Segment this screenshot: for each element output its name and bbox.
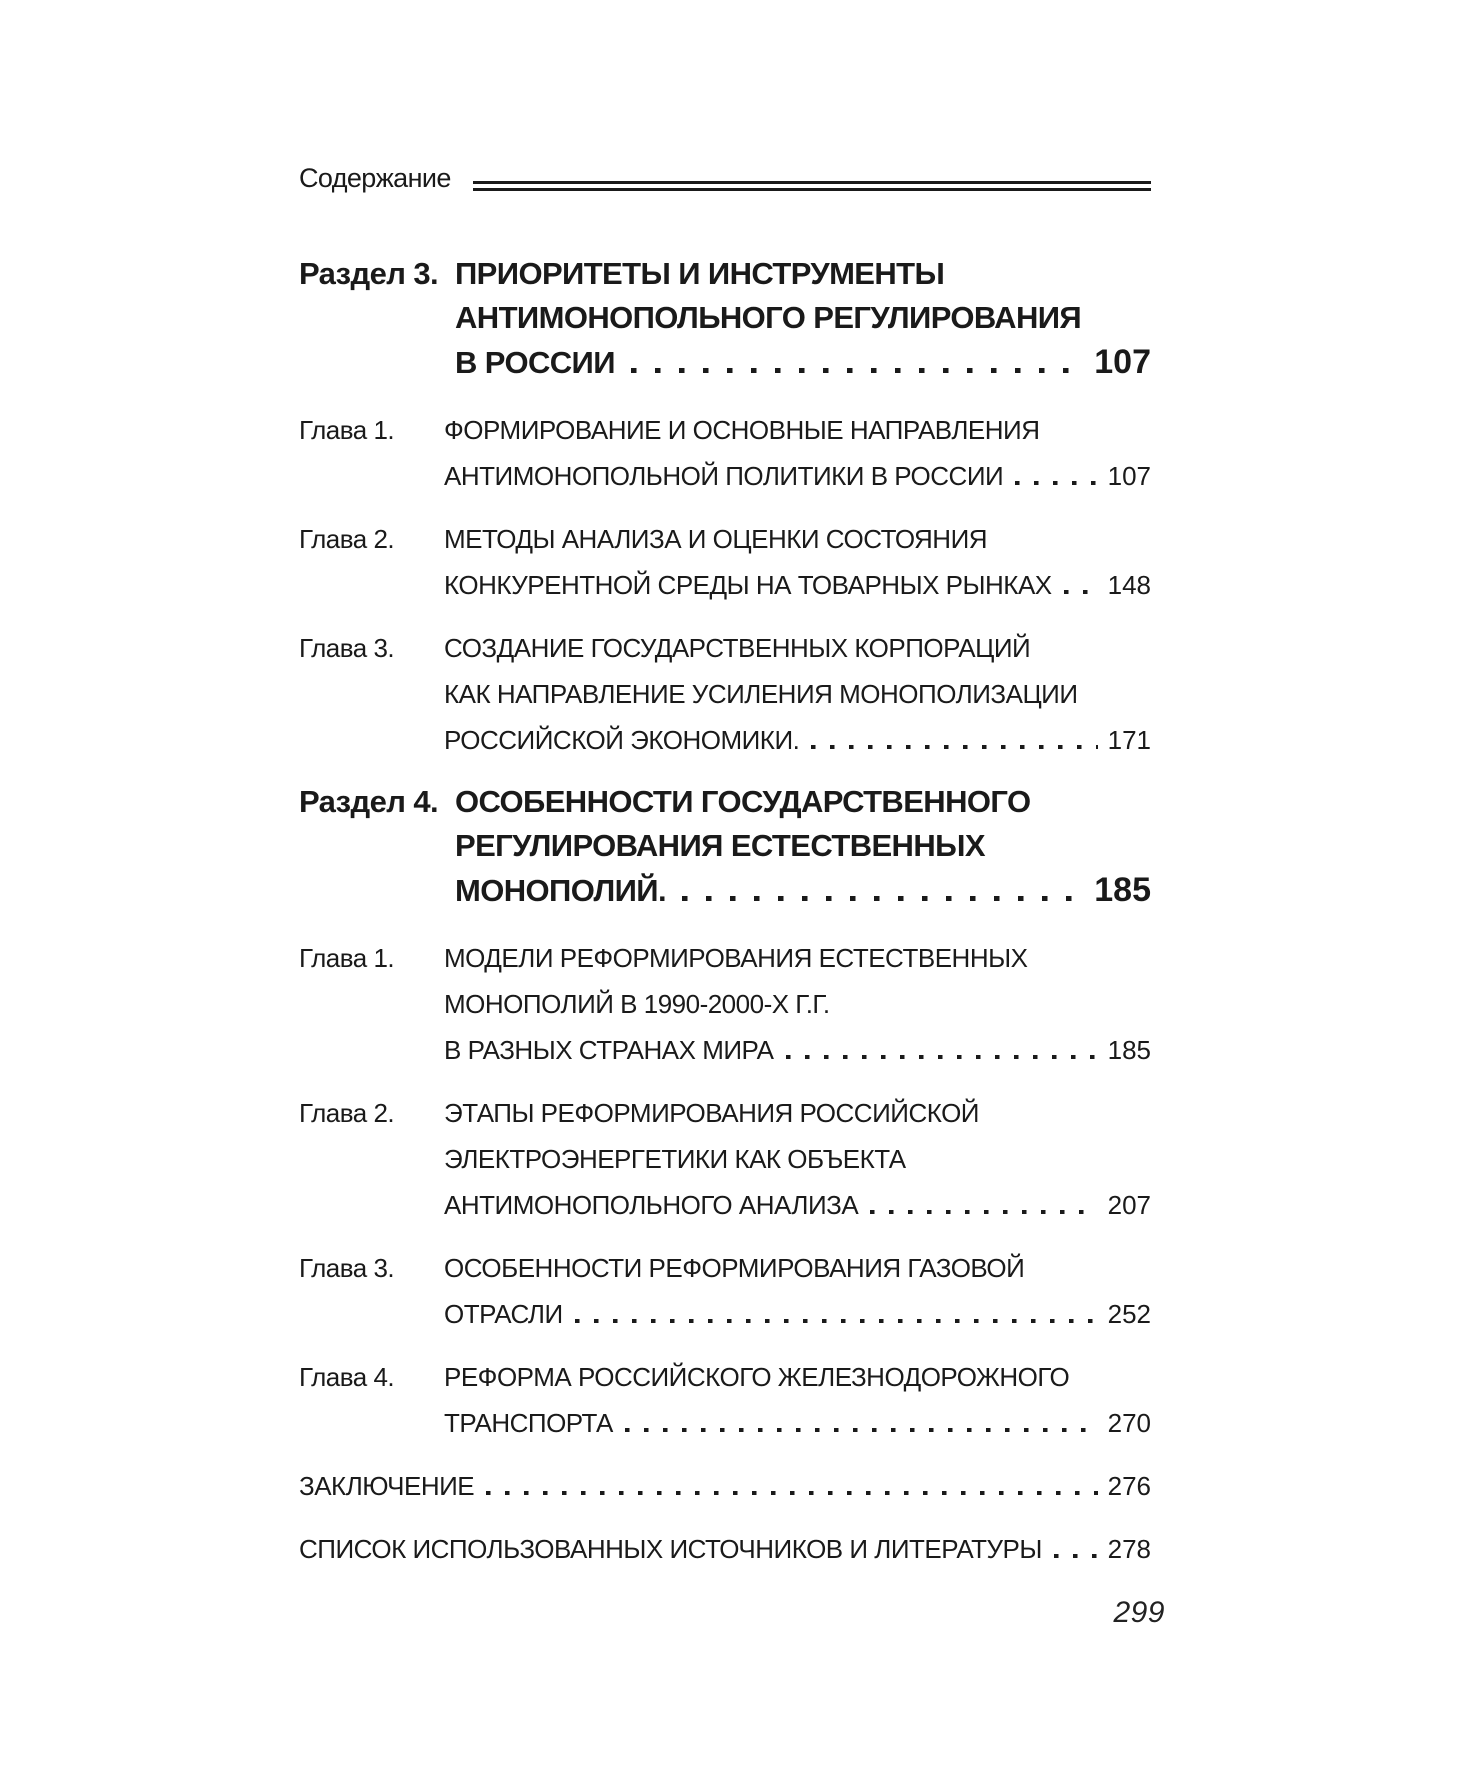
toc-entry-title-line bbox=[455, 252, 1151, 296]
toc-entry-page-number: 185 bbox=[1107, 1035, 1151, 1065]
toc-entry bbox=[299, 407, 1151, 499]
toc-entry-title-line bbox=[444, 1400, 1151, 1446]
toc-entry bbox=[299, 1245, 1151, 1337]
toc-entry-title-line bbox=[444, 516, 1151, 562]
toc-entry-text: СПИСОК ИСПОЛЬЗОВАННЫХ ИСТОЧНИКОВ И ЛИТЕРАТУРЫ bbox=[299, 1534, 1042, 1564]
toc-entry-text: В РАЗНЫХ СТРАНАХ МИРА bbox=[444, 1035, 774, 1065]
toc-entry-page-number: 207 bbox=[1107, 1190, 1151, 1220]
toc-entry-text: ОСОБЕННОСТИ ГОСУДАРСТВЕННОГО bbox=[455, 784, 1031, 819]
toc-entry-text: МОНОПОЛИЙ. bbox=[455, 873, 666, 908]
toc-entry-text: РЕФОРМА РОССИЙСКОГО ЖЕЛЕЗНОДОРОЖНОГО bbox=[444, 1362, 1070, 1392]
toc-entry-title bbox=[455, 252, 1151, 385]
toc-entry-text: ОТРАСЛИ bbox=[444, 1299, 563, 1329]
toc-entry-page-number: 276 bbox=[1107, 1471, 1151, 1501]
toc-entry-text: В РОССИИ bbox=[455, 345, 615, 380]
toc-entry-title-line bbox=[444, 1245, 1151, 1291]
toc-entry-title bbox=[299, 1526, 1151, 1572]
toc-entry-label: Глава 1. bbox=[299, 415, 395, 445]
toc-entry-title bbox=[444, 1354, 1151, 1446]
toc-entry-page-number: 107 bbox=[1107, 461, 1151, 491]
toc-entry-text: МОНОПОЛИЙ В 1990-2000-Х Г.Г. bbox=[444, 989, 830, 1019]
toc-entry-title-line bbox=[299, 1526, 1151, 1572]
toc-entry-title bbox=[455, 780, 1151, 913]
toc-entry-title-line bbox=[444, 717, 1151, 763]
toc-entry-text: ТРАНСПОРТА bbox=[444, 1408, 613, 1438]
toc-content bbox=[299, 162, 1151, 1589]
toc-entry-text: ЭЛЕКТРОЭНЕРГЕТИКИ КАК ОБЪЕКТА bbox=[444, 1144, 906, 1174]
toc-entry-text: МЕТОДЫ АНАЛИЗА И ОЦЕНКИ СОСТОЯНИЯ bbox=[444, 524, 988, 554]
toc-entry-text: АНТИМОНОПОЛЬНОГО АНАЛИЗА bbox=[444, 1190, 859, 1220]
toc-entry-page-number: 278 bbox=[1107, 1534, 1151, 1564]
toc-entry-title-line bbox=[444, 935, 1151, 981]
toc-entry-text: АНТИМОНОПОЛЬНОГО РЕГУЛИРОВАНИЯ bbox=[455, 300, 1082, 335]
toc-entry-page-number: 270 bbox=[1107, 1408, 1151, 1438]
toc-entry-title bbox=[444, 1245, 1151, 1337]
toc-entry-label: Глава 2. bbox=[299, 1098, 395, 1128]
toc-entry-label: Глава 1. bbox=[299, 943, 395, 973]
toc-list bbox=[299, 252, 1151, 1572]
toc-entry bbox=[299, 1354, 1151, 1446]
toc-entry-title-line bbox=[444, 453, 1151, 499]
dot-leader bbox=[870, 1210, 1097, 1215]
toc-entry bbox=[299, 252, 1151, 385]
toc-entry-title bbox=[444, 935, 1151, 1073]
toc-entry-label: Глава 4. bbox=[299, 1362, 395, 1392]
toc-entry-text: СОЗДАНИЕ ГОСУДАРСТВЕННЫХ КОРПОРАЦИЙ bbox=[444, 633, 1031, 663]
header-double-rule bbox=[473, 181, 1151, 191]
toc-entry-text: ОСОБЕННОСТИ РЕФОРМИРОВАНИЯ ГАЗОВОЙ bbox=[444, 1253, 1025, 1283]
dot-leader bbox=[1064, 590, 1098, 595]
toc-entry-page-number: 185 bbox=[1094, 871, 1151, 909]
page-title: Содержание bbox=[299, 163, 451, 193]
dot-leader bbox=[575, 1319, 1098, 1324]
toc-entry-text: КАК НАПРАВЛЕНИЕ УСИЛЕНИЯ МОНОПОЛИЗАЦИИ bbox=[444, 679, 1078, 709]
toc-entry-text: МОДЕЛИ РЕФОРМИРОВАНИЯ ЕСТЕСТВЕННЫХ bbox=[444, 943, 1028, 973]
toc-entry-title-line bbox=[444, 981, 1151, 1027]
toc-entry-page-number: 107 bbox=[1094, 343, 1151, 381]
toc-entry-title-line bbox=[455, 296, 1151, 340]
toc-entry-page-number: 148 bbox=[1107, 570, 1151, 600]
toc-entry bbox=[299, 1090, 1151, 1228]
dot-leader bbox=[625, 1428, 1098, 1433]
toc-entry-label: Глава 2. bbox=[299, 524, 395, 554]
toc-entry bbox=[299, 1526, 1151, 1572]
toc-entry-title-line bbox=[444, 1291, 1151, 1337]
toc-entry-title-line bbox=[444, 1354, 1151, 1400]
toc-entry bbox=[299, 780, 1151, 913]
toc-entry-title-line bbox=[455, 340, 1151, 385]
toc-entry-title-line bbox=[444, 671, 1151, 717]
toc-entry-title-line bbox=[444, 1136, 1151, 1182]
toc-entry-text: ЗАКЛЮЧЕНИЕ bbox=[299, 1471, 475, 1501]
toc-entry-text: АНТИМОНОПОЛЬНОЙ ПОЛИТИКИ В РОССИИ bbox=[444, 461, 1004, 491]
toc-entry-label: Глава 3. bbox=[299, 633, 395, 663]
dot-leader bbox=[1015, 481, 1097, 486]
toc-entry-page-number: 252 bbox=[1107, 1299, 1151, 1329]
dot-leader bbox=[486, 1491, 1097, 1496]
toc-entry-title-line bbox=[444, 407, 1151, 453]
toc-entry-title-line bbox=[455, 780, 1151, 824]
toc-entry-text: ФОРМИРОВАНИЕ И ОСНОВНЫЕ НАПРАВЛЕНИЯ bbox=[444, 415, 1040, 445]
dot-leader bbox=[786, 1055, 1098, 1060]
dot-leader bbox=[1054, 1554, 1098, 1559]
dot-leader bbox=[682, 896, 1080, 902]
toc-entry-text: ЭТАПЫ РЕФОРМИРОВАНИЯ РОССИЙСКОЙ bbox=[444, 1098, 979, 1128]
toc-entry-title bbox=[444, 1090, 1151, 1228]
toc-entry-text: КОНКУРЕНТНОЙ СРЕДЫ НА ТОВАРНЫХ РЫНКАХ bbox=[444, 570, 1052, 600]
toc-header bbox=[299, 162, 1151, 194]
toc-entry-text: РОССИЙСКОЙ ЭКОНОМИКИ. bbox=[444, 725, 800, 755]
dot-leader bbox=[811, 745, 1097, 750]
toc-entry-title-line bbox=[299, 1463, 1151, 1509]
toc-entry-title bbox=[444, 625, 1151, 763]
toc-entry-title-line bbox=[455, 868, 1151, 913]
toc-entry-text: РЕГУЛИРОВАНИЯ ЕСТЕСТВЕННЫХ bbox=[455, 828, 985, 863]
toc-entry-title-line bbox=[444, 1027, 1151, 1073]
toc-entry-title bbox=[299, 1463, 1151, 1509]
toc-entry bbox=[299, 935, 1151, 1073]
toc-entry-title bbox=[444, 407, 1151, 499]
toc-entry-title-line bbox=[444, 1090, 1151, 1136]
toc-entry-title-line bbox=[444, 625, 1151, 671]
footer-page-number: 299 bbox=[1113, 1596, 1165, 1629]
toc-entry-page-number: 171 bbox=[1107, 725, 1151, 755]
toc-entry bbox=[299, 625, 1151, 763]
dot-leader bbox=[631, 368, 1080, 374]
toc-entry-label: Глава 3. bbox=[299, 1253, 395, 1283]
toc-entry-label: Раздел 3. bbox=[299, 256, 438, 291]
toc-entry-title-line bbox=[455, 824, 1151, 868]
toc-entry bbox=[299, 1463, 1151, 1509]
toc-entry-text: ПРИОРИТЕТЫ И ИНСТРУМЕНТЫ bbox=[455, 256, 945, 291]
toc-entry-label: Раздел 4. bbox=[299, 784, 438, 819]
toc-entry-title-line bbox=[444, 1182, 1151, 1228]
toc-entry bbox=[299, 516, 1151, 608]
toc-entry-title bbox=[444, 516, 1151, 608]
toc-entry-title-line bbox=[444, 562, 1151, 608]
